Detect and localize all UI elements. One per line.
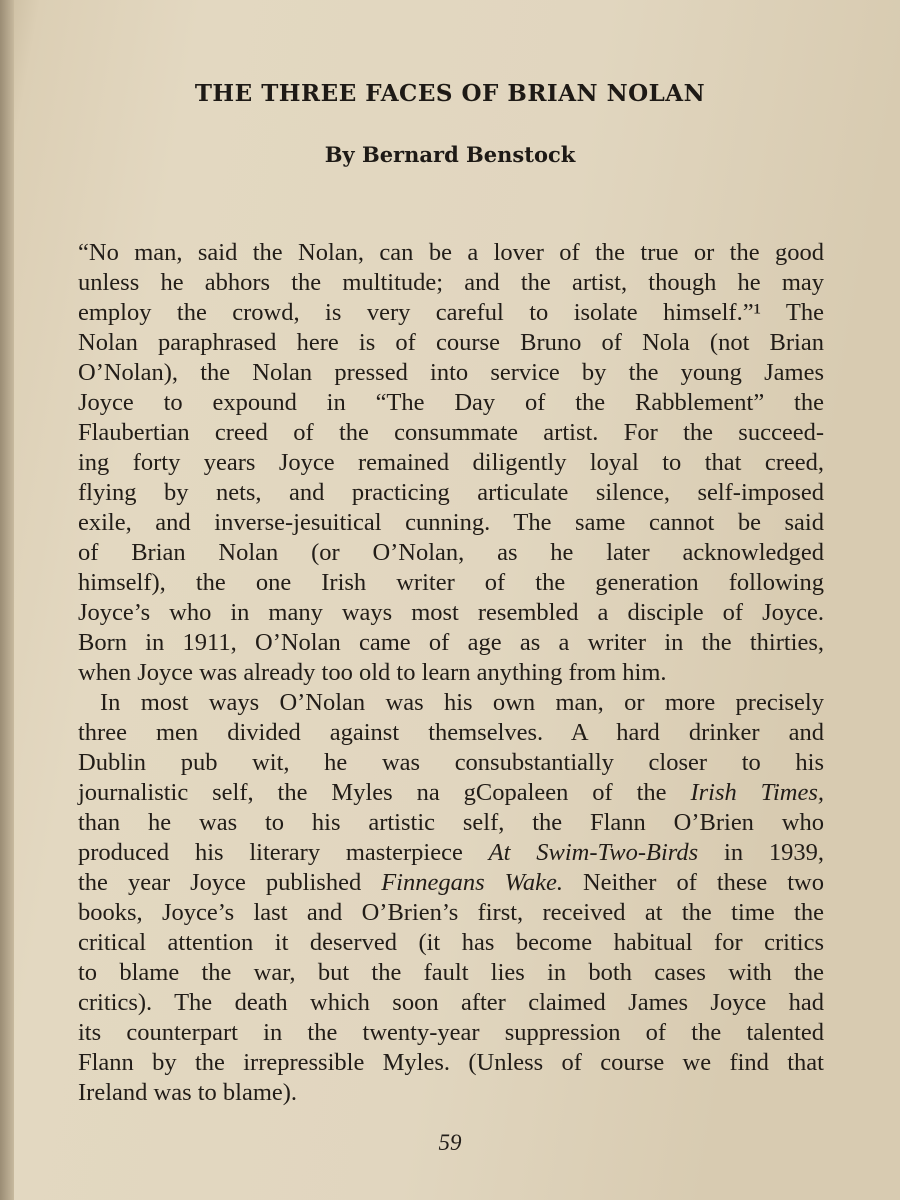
text-line — [78, 868, 824, 898]
article-byline: By Bernard Benstock — [324, 142, 576, 167]
text-line: to blame the war, but the fault lies in both cases with the — [78, 959, 824, 986]
text-line: books, Joyce’s last and O’Brien’s first, received at the time the — [78, 899, 824, 926]
text-line: Nolan paraphrased here is of course Bruno of Nola (not Brian — [78, 329, 824, 356]
text-line — [78, 838, 824, 868]
text-run: in 1939, — [698, 839, 824, 866]
paragraph-2 — [78, 688, 824, 1108]
text-run: produced his literary masterpiece — [78, 839, 489, 866]
article-title: THE THREE FACES OF BRIAN NOLAN — [194, 80, 706, 107]
text-line: exile, and inverse-jesuitical cunning. The same cannot be said — [78, 509, 824, 536]
text-line: Born in 1911, O’Nolan came of age as a writer in the thirties, — [78, 629, 824, 656]
text-line: unless he abhors the multitude; and the artist, though he may — [78, 269, 824, 296]
text-run: Neither of these two — [562, 869, 824, 896]
article-body — [78, 238, 824, 1108]
text-line: three men divided against themselves. A hard drinker and — [78, 719, 824, 746]
text-line: its counterpart in the twenty-year suppression of the talented — [78, 1019, 824, 1046]
text-run: journalistic self, the Myles na gCopaleen of the — [78, 779, 691, 806]
text-line: Ireland was to blame). — [78, 1079, 298, 1106]
text-line: “No man, said the Nolan, can be a lover of the true or the good — [78, 239, 824, 266]
newspaper-title: Irish Times, — [690, 779, 824, 806]
text-line: critical attention it deserved (it has become habitual for critics — [78, 929, 824, 956]
text-line: when Joyce was already too old to learn anything from him. — [78, 659, 667, 686]
book-gutter — [0, 0, 14, 1200]
text-line: of Brian Nolan (or O’Nolan, as he later acknowledged — [78, 539, 824, 566]
text-line: Dublin pub wit, he was consubstantially closer to his — [78, 749, 824, 776]
book-title: Finnegans Wake. — [381, 869, 563, 896]
text-line: Flann by the irrepressible Myles. (Unless of course we find that — [78, 1049, 824, 1076]
book-title: At Swim-Two-Birds — [488, 839, 699, 866]
paragraph-1 — [78, 238, 824, 688]
text-line: ing forty years Joyce remained diligently loyal to that creed, — [78, 449, 824, 476]
text-line: employ the crowd, is very careful to isolate himself.”¹ The — [78, 299, 824, 326]
text-line: flying by nets, and practicing articulate silence, self-imposed — [78, 479, 824, 506]
text-line: Flaubertian creed of the consummate artist. For the succeed- — [78, 419, 824, 446]
text-line: than he was to his artistic self, the Flann O’Brien who — [78, 809, 824, 836]
text-line: O’Nolan), the Nolan pressed into service by the young James — [78, 359, 824, 386]
text-line: Joyce to expound in “The Day of the Rabblement” the — [78, 389, 824, 416]
text-line: In most ways O’Nolan was his own man, or more precisely — [100, 689, 824, 716]
text-line: critics). The death which soon after claimed James Joyce had — [78, 989, 824, 1016]
text-line — [78, 778, 824, 808]
page-number: 59 — [438, 1130, 462, 1155]
text-run: the year Joyce published — [78, 869, 382, 896]
text-line: himself), the one Irish writer of the generation following — [78, 569, 824, 596]
text-line: Joyce’s who in many ways most resembled a disciple of Joyce. — [78, 599, 824, 626]
